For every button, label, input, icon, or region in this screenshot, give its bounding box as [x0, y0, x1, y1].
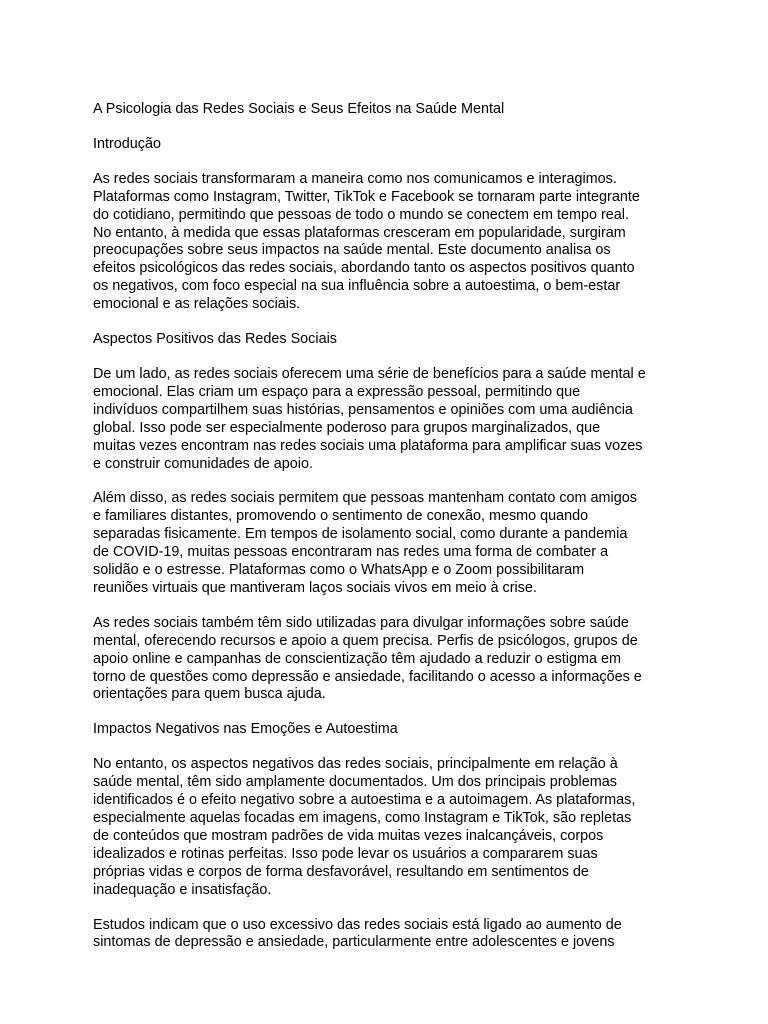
text-line: indivíduos compartilhem suas histórias, pensamentos e opiniões com uma audiência: [93, 401, 633, 418]
text-line: reuniões virtuais que mantiveram laços sociais vivos em meio à crise.: [93, 579, 537, 596]
text-line: As redes sociais também têm sido utilizadas para divulgar informações sobre saúde: [93, 614, 629, 631]
text-line: torno de questões como depressão e ansiedade, facilitando o acesso a informações e: [93, 668, 642, 685]
text-line: saúde mental, têm sido amplamente documentados. Um dos principais problemas: [93, 774, 617, 791]
text-line: idealizados e rotinas perfeitas. Isso pode levar os usuários a compararem suas: [93, 845, 598, 862]
text-line: de conteúdos que mostram padrões de vida muitas vezes inalcançáveis, corpos: [93, 827, 604, 844]
text-line: muitas vezes encontram nas redes sociais uma plataforma para amplificar suas vozes: [93, 437, 643, 454]
text-line: emocional e as relações sociais.: [93, 296, 301, 313]
text-line: os negativos, com foco especial na sua influência sobre a autoestima, o bem-estar: [93, 278, 621, 295]
document-page: [93, 101, 683, 969]
text-line: Plataformas como Instagram, Twitter, TikTok e Facebook se tornaram parte integrante: [93, 188, 640, 205]
text-line: De um lado, as redes sociais oferecem uma série de benefícios para a saúde mental e: [93, 365, 646, 382]
paragraph: [93, 615, 683, 705]
document-title: A Psicologia das Redes Sociais e Seus Efeitos na Saúde Mental: [93, 101, 505, 117]
text-line: próprias vidas e corpos de forma desfavorável, resultando em sentimentos de: [93, 863, 589, 880]
text-line: Estudos indicam que o uso excessivo das redes sociais está ligado ao aumento de: [93, 916, 622, 933]
section-heading-aspectos-positivos: Aspectos Positivos das Redes Sociais: [93, 331, 337, 348]
paragraph: [93, 490, 683, 597]
text-line: de COVID-19, muitas pessoas encontraram nas redes uma forma de combater a: [93, 544, 609, 561]
text-line: do cotidiano, permitindo que pessoas de todo o mundo se conectem em tempo real.: [93, 206, 629, 223]
text-line: orientações para quem busca ajuda.: [93, 686, 326, 703]
text-line: emocional. Elas criam um espaço para a expressão pessoal, permitindo que: [93, 383, 581, 400]
text-line: preocupações sobre seus impactos na saúde mental. Este documento analisa os: [93, 242, 611, 259]
text-line: global. Isso pode ser especialmente poderoso para grupos marginalizados, que: [93, 419, 601, 436]
text-line: Além disso, as redes sociais permitem que pessoas mantenham contato com amigos: [93, 490, 637, 507]
text-line: solidão e o estresse. Plataformas como o WhatsApp e o Zoom possibilitaram: [93, 562, 585, 579]
text-line: e familiares distantes, promovendo o sentimento de conexão, mesmo quando: [93, 508, 589, 525]
text-line: sintomas de depressão e ansiedade, particularmente entre adolescentes e jovens: [93, 934, 615, 951]
text-line: identificados é o efeito negativo sobre a autoestima e a autoimagem. As plataformas,: [93, 792, 636, 809]
paragraph: [93, 366, 683, 473]
text-line: inadequação e insatisfação.: [93, 881, 272, 898]
text-line: apoio online e campanhas de conscientização têm ajudado a reduzir o estigma em: [93, 650, 621, 667]
text-line: mental, oferecendo recursos e apoio a quem precisa. Perfis de psicólogos, grupos de: [93, 632, 638, 649]
paragraph: [93, 756, 683, 899]
text-line: No entanto, os aspectos negativos das redes sociais, principalmente em relação à: [93, 756, 618, 773]
text-line: e construir comunidades de apoio.: [93, 455, 313, 472]
section-heading-impactos-negativos: Impactos Negativos nas Emoções e Autoestima: [93, 721, 398, 738]
text-line: separadas fisicamente. Em tempos de isolamento social, como durante a pandemia: [93, 526, 628, 543]
paragraph: [93, 171, 683, 314]
text-line: No entanto, à medida que essas plataformas cresceram em popularidade, surgiram: [93, 224, 626, 241]
text-line: As redes sociais transformaram a maneira como nos comunicamos e interagimos.: [93, 170, 617, 187]
text-line: especialmente aquelas focadas em imagens, como Instagram e TikTok, são repletas: [93, 810, 632, 826]
paragraph: [93, 917, 683, 953]
text-line: efeitos psicológicos das redes sociais, abordando tanto os aspectos positivos quanto: [93, 260, 635, 277]
section-heading-introducao: Introdução: [93, 135, 162, 152]
